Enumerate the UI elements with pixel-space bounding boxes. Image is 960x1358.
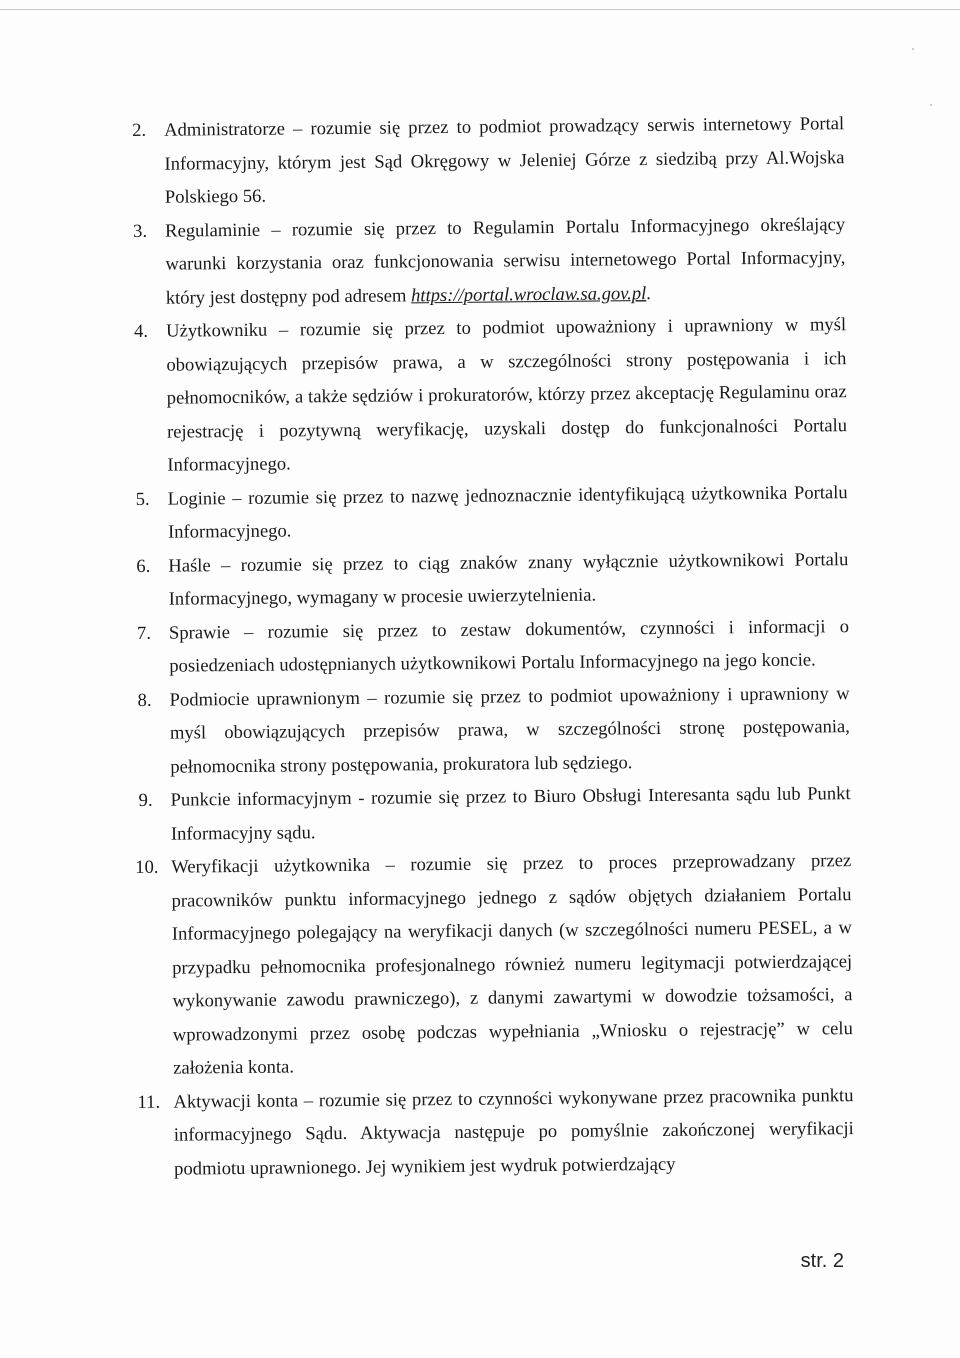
definition-number: 3. xyxy=(133,220,148,242)
definition-number: 10. xyxy=(135,856,159,879)
definition-number: 8. xyxy=(137,689,152,711)
definition-text: Haśle – rozumie się przez to ciąg znaków znany wyłącznie użytkownikowi Portalu Informacyjnego, wymagany w procesie uwierzytelnienia. xyxy=(168,548,849,610)
definition-text: Punkcie informacyjnym - rozumie się przez to Biuro Obsługi Interesanta sądu lub Punkt Informacyjny sądu. xyxy=(170,783,851,845)
definition-text: Sprawie – rozumie się przez to zestaw dokumentów, czynności i informacji o posiedzeniach udostępnianych użytkownikowi Portalu Informacyjnego na jego koncie. xyxy=(168,615,850,677)
scan-speck xyxy=(930,104,932,106)
definition-item-8 xyxy=(137,677,850,784)
definition-item-11 xyxy=(137,1079,854,1186)
page-number: str. 2 xyxy=(800,1250,844,1272)
definition-text: Weryfikacji użytkownika – rozumie się przez to proces przeprowadzany przez pracowników punktu informacyjnego jednego z sądów objętych działaniem Portalu Informacyjnego polegający na weryfikacji danych (w szczególności numeru PESEL, a w przypadku pełnomocnika profesjonalnego również numeru legitymacji potwierdzającej wykonywanie zawodu prawniczego), z danymi zawartymi w dowodzie tożsamości, a wprowadzonymi przez osobę podczas wypełniania „Wniosku o rejestrację” w celu założenia konta. xyxy=(171,850,853,1079)
definition-item-10 xyxy=(135,844,853,1085)
scan-edge-line xyxy=(0,9,960,10)
definition-text: Aktywacji konta – rozumie się przez to czynności wykonywane przez pracownika punktu informacyjnego Sądu. Aktywacja następuje po pomyślnie zakończonej weryfikacji podmiotu uprawnionego. Jej wynikiem jest wydruk potwierdzający xyxy=(173,1084,854,1180)
definition-item-4 xyxy=(134,308,848,482)
definition-text: Podmiocie uprawnionym – rozumie się przez to podmiot upoważniony i uprawniony w myśl obowiązujących przepisów prawa, w szczególności stronę postępowania, pełnomocnika strony postępowania, prokuratora lub sędziego. xyxy=(169,682,851,778)
definition-item-6 xyxy=(136,543,849,617)
definition-number: 2. xyxy=(132,119,147,141)
definition-item-7 xyxy=(137,610,850,684)
definition-text-end: . xyxy=(646,282,651,304)
definition-item-9 xyxy=(138,777,851,851)
definition-text: Regulaminie – rozumie się przez to Regulamin Portalu Informacyjnego określający warunki korzystania oraz funkcjonowania serwisu internetowego Portal Informacyjny, który jest dostępny pod adresem xyxy=(165,213,846,309)
definition-number: 11. xyxy=(137,1091,161,1113)
definition-item-2 xyxy=(132,107,845,214)
portal-url-link[interactable]: https://portal.wroclaw.sa.gov.pl xyxy=(410,282,647,306)
definition-number: 6. xyxy=(136,555,151,577)
scan-speck xyxy=(912,48,914,50)
definition-number: 5. xyxy=(135,488,150,510)
definition-number: 7. xyxy=(136,622,152,644)
definition-item-3 xyxy=(133,208,846,315)
definition-number: 4. xyxy=(133,320,149,342)
definition-text: Administratorze – rozumie się przez to podmiot prowadzący serwis internetowy Portal Informacyjny, którym jest Sąd Okręgowy w Jeleniej Górze z siedzibą przy Al.Wojska Polskiego 56. xyxy=(164,113,845,208)
definition-text: Loginie – rozumie się przez to nazwę jednoznacznie identyfikującą użytkownika Portalu Informacyjnego. xyxy=(167,481,848,543)
definition-item-5 xyxy=(136,476,849,550)
definition-text: Użytkowniku – rozumie się przez to podmiot upoważniony i uprawniony w myśl obowiązujących przepisów prawa, a w szczególności strony postępowania i ich pełnomocników, a także sędziów i prokuratorów, którzy przez akceptację Regulaminu oraz rejestrację i pozytywną weryfikację, uzyskali dostęp do funkcjonalności Portalu Informacyjnego. xyxy=(165,314,848,476)
definition-number: 9. xyxy=(138,789,153,811)
definitions-list xyxy=(132,107,854,1186)
